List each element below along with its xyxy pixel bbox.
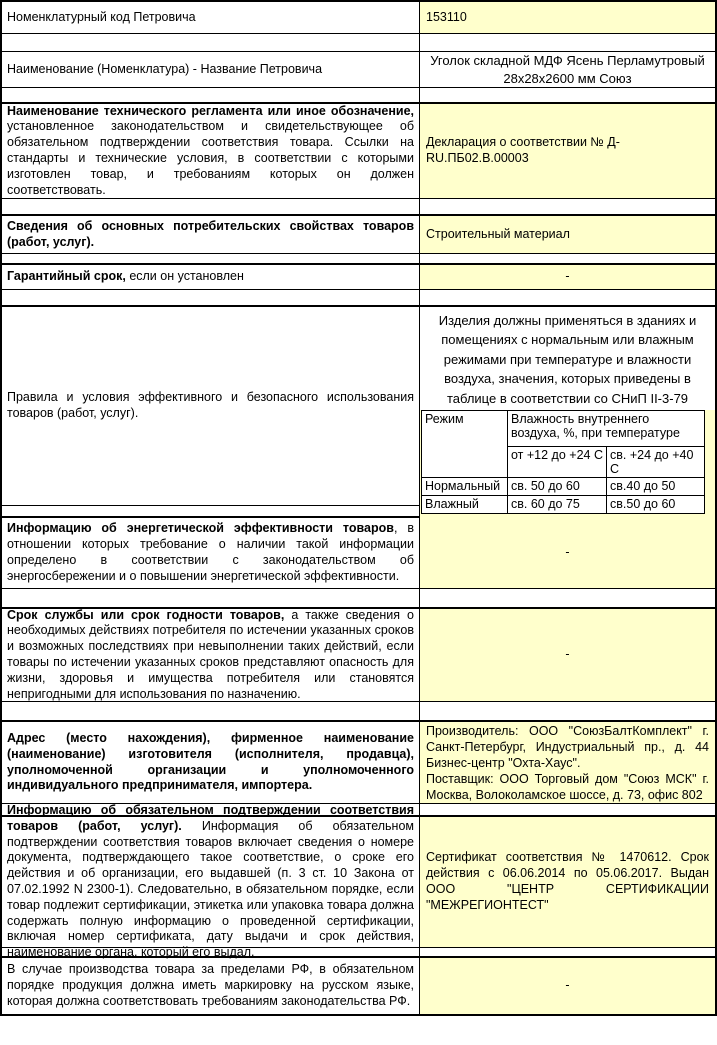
label-cell: [2, 216, 420, 253]
value-cell: [420, 722, 715, 803]
humidity-table: [421, 410, 705, 514]
mode-normal: Нормальный: [422, 478, 508, 496]
consumer-properties-label: Сведения об основных потребительских свойствах товаров (работ, услуг).: [7, 218, 414, 249]
spacer-row: [2, 289, 715, 305]
row-tech-regulation: [2, 102, 715, 198]
value-cell: [420, 104, 715, 198]
foreign-marking-label: В случае производства товара за пределами РФ, в обязательном порядке продукция должна иметь маркировку на русском языке, которая должна соответствовать требованиям законодательства РФ.: [7, 962, 414, 1008]
label-cell: [2, 803, 420, 960]
usage-rules-note: Изделия должны применяться в зданиях и помещениях с нормальным или влажным режимами при температуре и влажности воздуха, значения, которых приведены в таблице в соответствии со СНиП II-3-79: [438, 313, 697, 406]
row-product-name: [2, 51, 715, 87]
row-foreign-marking: [2, 956, 715, 1014]
spacer-row: [2, 33, 715, 51]
usage-rules-label: Правила и условия эффективного и безопасного использования товаров (работ, услуг).: [7, 390, 414, 420]
humidity-table-wrap: [420, 410, 715, 519]
value-cell: [420, 307, 715, 511]
spacer-row: [2, 87, 715, 102]
spacer-row: [2, 505, 715, 516]
label-cell: [2, 104, 420, 198]
supplier-text: Поставщик: ООО Торговый дом "Союз МСК" г. Москва, Волоколамское шоссе, д. 73, офис 802: [426, 771, 709, 802]
address-label: Адрес (место нахождения), фирменное наименование (наименование) изготовителя (исполнителя, продавца), уполномоченной организации и уполномоченного индивидуального предпринимателя, импортера.: [7, 730, 414, 793]
row-address: [2, 720, 715, 803]
spacer-row: [2, 701, 715, 720]
tech-regulation-value: Декларация о соответствии № Д-RU.ПБ02.В.00003: [426, 135, 620, 165]
value-cell: [420, 518, 715, 588]
label-cell: [2, 518, 420, 588]
table-row: Влажный св. 60 до 75 св.50 до 60: [422, 496, 705, 514]
row-usage-rules: [2, 305, 715, 511]
product-name-label: Наименование (Номенклатура) - Название Петровича: [7, 61, 323, 76]
value-cell: [420, 52, 715, 87]
label-cell: [2, 609, 420, 701]
humidity-table-temp2: св. +24 до +40 С: [607, 447, 705, 478]
nomenclature-code-value: 153110: [426, 9, 467, 24]
warranty-label: Гарантийный срок, если он установлен: [7, 269, 244, 284]
address-value: [426, 723, 709, 803]
label-cell: [2, 958, 420, 1014]
row-service-life: [2, 607, 715, 701]
value-cell: [420, 216, 715, 253]
value-cell: [420, 2, 715, 33]
value-cell: [420, 958, 715, 1014]
value-cell: [420, 265, 715, 289]
producer-text: Производитель: ООО "СоюзБалтКомплект" г. Санкт-Петербург, Индустриальный пр., д. 44 Бизнес-центр "Охта-Хаус".: [426, 723, 709, 770]
value-cell: [420, 817, 715, 947]
row-nomenclature-code: [2, 2, 715, 33]
conformity-value: Сертификат соответствия № 1470612. Срок действия с 06.06.2014 по 05.06.2017. Выдан ООО "ЦЕНТР СЕРТИФИКАЦИИ "МЕЖРЕГИОНТЕСТ": [426, 850, 709, 912]
consumer-properties-value: Строительный материал: [426, 226, 570, 241]
spacer-row: [2, 198, 715, 214]
tech-regulation-label: Наименование технического регламента или иное обозначение, установленное законодательством и свидетельствующее об обязательном подтверждении соответствия товара. Ссылки на стандарты и технические условия, в соответствии с которыми изготовлен товар, и требованиям которых он должен соответствовать.: [7, 103, 414, 197]
nomenclature-code-label: Номенклатурный код Петровича: [7, 9, 196, 24]
energy-efficiency-value: -: [565, 545, 570, 560]
label-cell: [2, 265, 420, 289]
row-energy-efficiency: [2, 516, 715, 588]
warranty-value: -: [565, 269, 570, 284]
row-warranty: [2, 263, 715, 289]
humidity-table-humidity-header: Влажность внутреннего воздуха, %, при температуре: [508, 411, 705, 447]
product-name-value: Уголок складной МДФ Ясень Перламутровый 28х28х2600 мм Союз: [430, 52, 705, 86]
table-row: Нормальный св. 50 до 60 св.40 до 50: [422, 478, 705, 496]
foreign-marking-value: -: [565, 978, 570, 993]
label-cell: [2, 2, 420, 33]
label-cell: [2, 722, 420, 803]
spacer-row: [2, 253, 715, 263]
conformity-label: Информацию об обязательном подтверждении соответствия товаров (работ, услуг). Информация об обязательном подтверждении соответствия товаров включает сведения о номере документа, подтверждающего такое соответствие, о сроке его действия и об организации, его выдавшей (п. 3 ст. 10 Закона от 07.02.1992 N 2300-1). Следовательно, в обязательном порядке, если товар подлежит сертификации, этикетка или упаковка товара должна содержать полную информацию о проведенной сертификации, включая номер сертификата, дату выдачи и срок действия, наименование органа, который его выдал.: [7, 803, 414, 960]
spacer-row: [2, 947, 715, 956]
humidity-table-temp1: от +12 до +24 С: [508, 447, 607, 478]
spacer-row: [2, 588, 715, 607]
row-conformity: [2, 803, 715, 960]
service-life-value: -: [565, 647, 570, 662]
value-cell: [420, 609, 715, 701]
label-cell: [2, 307, 420, 505]
service-life-label: Срок службы или срок годности товаров, а также сведения о необходимых действиях потребителя по истечении указанных сроков и возможных последствиях при невыполнении таких действий, если товары по истечении указанных сроков представляют опасность для жизни, здоровья и имущества потребителя или становятся непригодными для использования по назначению.: [7, 607, 414, 701]
energy-efficiency-label: Информацию об энергетической эффективности товаров, в отношении которых требование о наличии такой информации определено в соответствии с законодательством об энергосбережении и о повышении энергетической эффективности.: [7, 521, 414, 583]
mode-wet: Влажный: [422, 496, 508, 514]
humidity-table-mode-header: Режим: [422, 411, 508, 478]
label-cell: [2, 52, 420, 87]
row-consumer-properties: [2, 214, 715, 253]
